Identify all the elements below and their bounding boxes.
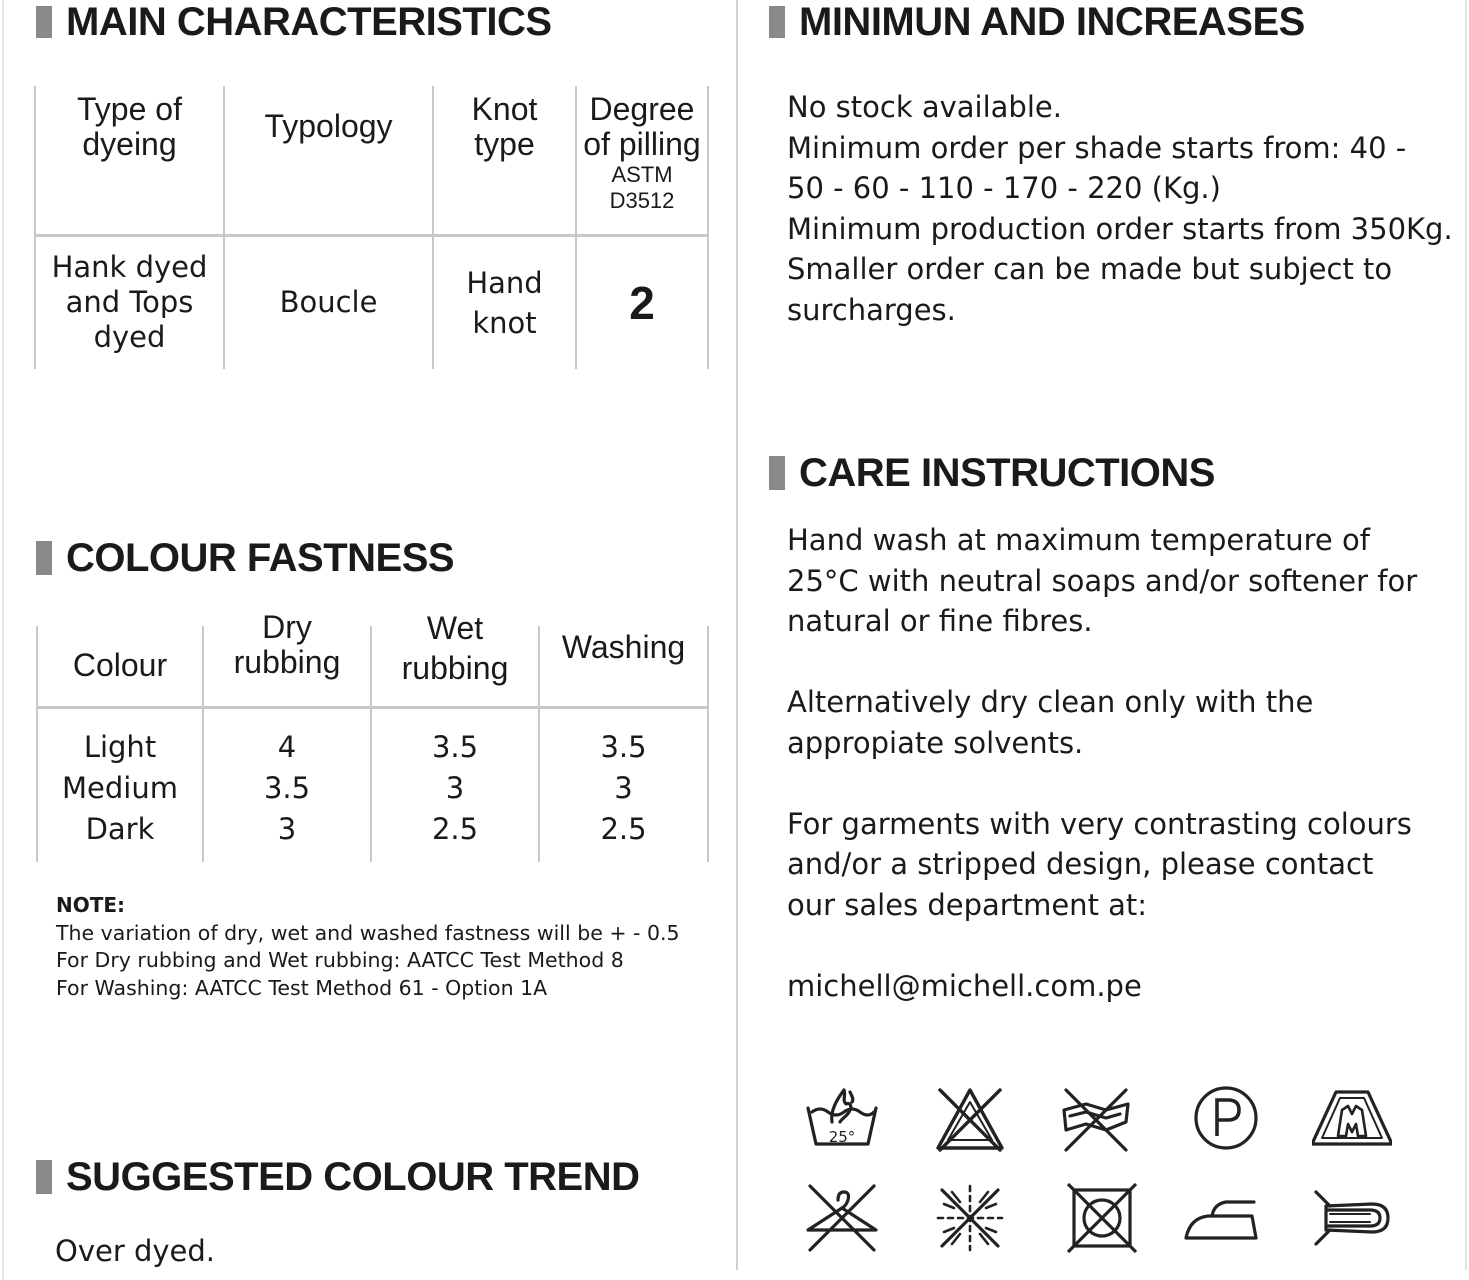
row-medium-wet: 3 <box>445 770 465 805</box>
care-line: natural or fine fibres. <box>787 604 1093 638</box>
minimum-line: No stock available. <box>787 90 1062 124</box>
row-medium-dry: 3.5 <box>263 770 311 805</box>
header-typology-label: Typology <box>264 108 393 144</box>
care-line: For garments with very contrasting colours <box>787 806 1412 841</box>
title-bar <box>36 541 52 575</box>
value-knot-type <box>433 235 576 369</box>
minimum-and-increases-title <box>769 2 1305 42</box>
flat-dry-icon <box>1312 1080 1392 1160</box>
note-line: For Dry rubbing and Wet rubbing: AATCC Test Method 8 <box>56 948 624 972</box>
sales-email-link[interactable]: michell@michell.com.pe <box>787 968 1142 1003</box>
minimum-line: 50 - 60 - 110 - 170 - 220 (Kg.) <box>787 171 1221 205</box>
note-line: The variation of dry, wet and washed fastness will be + - 0.5 <box>56 920 680 945</box>
minimum-line: Minimum order per shade starts from: 40 - <box>787 130 1407 165</box>
wet-rubbing-column <box>371 707 539 862</box>
type-of-dyeing-value: Hank dyed and Tops dyed <box>51 250 208 355</box>
title-bar <box>36 6 52 38</box>
row-dark-colour: Dark <box>85 811 155 846</box>
header-knot-type <box>433 86 576 235</box>
row-light-washing: 3.5 <box>600 729 647 764</box>
value-type-of-dyeing <box>35 235 224 369</box>
washing-column <box>539 707 708 862</box>
care-instructions-title <box>769 453 1215 493</box>
note-title: NOTE: <box>56 893 126 917</box>
typology-value: Boucle <box>279 285 378 320</box>
header-knot-type-label: Knot type <box>471 91 538 162</box>
row-dark-dry: 3 <box>277 811 297 846</box>
column-divider <box>736 0 738 1270</box>
suggested-colour-trend-title-text: SUGGESTED COLOUR TREND <box>66 1155 640 1199</box>
row-medium-washing: 3 <box>614 770 633 805</box>
colour-fastness-table <box>36 609 709 862</box>
care-line: our sales department at: <box>787 887 1148 922</box>
note-line: For Washing: AATCC Test Method 61 - Option 1A <box>56 975 548 1000</box>
do-not-hang-dry-icon <box>802 1178 882 1258</box>
wring-icon <box>1312 1178 1392 1258</box>
header-colour <box>37 626 203 707</box>
care-line: 25°C with neutral soaps and/or softener for <box>787 563 1418 598</box>
header-washing-label: Washing <box>561 629 686 665</box>
header-washing <box>539 626 708 707</box>
do-not-tumble-dry-icon <box>1056 1080 1136 1160</box>
degree-of-pilling-value: 2 <box>629 276 655 329</box>
row-light-wet: 3.5 <box>431 729 479 764</box>
header-degree-of-pilling <box>576 86 708 235</box>
iron-icon <box>1182 1178 1262 1258</box>
do-not-tumble-dry-square-icon <box>1062 1178 1142 1258</box>
do-not-steam-icon <box>930 1178 1010 1258</box>
row-medium-colour: Medium <box>62 770 178 805</box>
header-typology <box>224 86 433 235</box>
colour-fastness-title <box>36 538 454 578</box>
right-edge-line <box>1465 0 1467 1270</box>
care-text <box>787 520 1417 1006</box>
colour-fastness-title-text: COLOUR FASTNESS <box>66 536 455 580</box>
main-characteristics-title <box>36 2 552 42</box>
wash-temperature-label: 25° <box>828 1128 856 1146</box>
minimum-line: surcharges. <box>787 292 956 327</box>
title-bar <box>769 456 785 490</box>
header-dry-rubbing <box>203 609 371 707</box>
care-line: Hand wash at maximum temperature of <box>787 523 1370 557</box>
minimum-line: Minimum production order starts from 350Kg. <box>787 211 1453 246</box>
suggested-colour-trend-title <box>36 1157 639 1197</box>
title-bar <box>36 1160 52 1194</box>
row-light-colour: Light <box>83 729 157 764</box>
care-line: Alternatively dry clean only with the <box>787 685 1314 719</box>
do-not-bleach-icon <box>930 1080 1010 1160</box>
astm-label: ASTM D3512 <box>609 162 675 213</box>
header-dry-rubbing-label: Dry rubbing <box>233 609 341 680</box>
care-line: appropiate solvents. <box>787 725 1084 760</box>
row-dark-washing: 2.5 <box>600 811 647 846</box>
dry-rubbing-column <box>203 707 371 862</box>
knot-type-value: Hand knot <box>466 265 543 340</box>
minimum-text <box>787 87 1453 330</box>
header-degree-of-pilling-label: Degree of pilling <box>583 91 701 162</box>
header-colour-label: Colour <box>72 647 168 684</box>
colour-column <box>37 707 203 862</box>
hand-wash-icon <box>802 1080 882 1160</box>
header-wet-rubbing <box>371 610 539 707</box>
value-degree-of-pilling <box>576 235 708 369</box>
minimum-title-text: MINIMUN AND INCREASES <box>799 0 1305 44</box>
care-title-text: CARE INSTRUCTIONS <box>799 451 1215 495</box>
trend-text: Over dyed. <box>55 1234 216 1268</box>
left-edge-line <box>2 0 4 1280</box>
care-line: and/or a stripped design, please contact <box>787 847 1374 881</box>
row-dark-wet: 2.5 <box>431 811 479 846</box>
value-typology <box>224 235 433 369</box>
main-characteristics-table <box>34 86 709 369</box>
dry-clean-p-icon <box>1186 1078 1266 1158</box>
suggested-colour-trend-text <box>55 1231 215 1272</box>
header-type-of-dyeing <box>35 86 224 235</box>
minimum-line: Smaller order can be made but subject to <box>787 252 1393 286</box>
header-wet-rubbing-label: Wet rubbing <box>401 610 509 686</box>
main-characteristics-title-text: MAIN CHARACTERISTICS <box>66 0 552 44</box>
header-type-of-dyeing-label: Type of dyeing <box>77 91 182 162</box>
row-light-dry: 4 <box>277 729 297 764</box>
title-bar <box>769 6 785 38</box>
fastness-note <box>56 892 680 1002</box>
